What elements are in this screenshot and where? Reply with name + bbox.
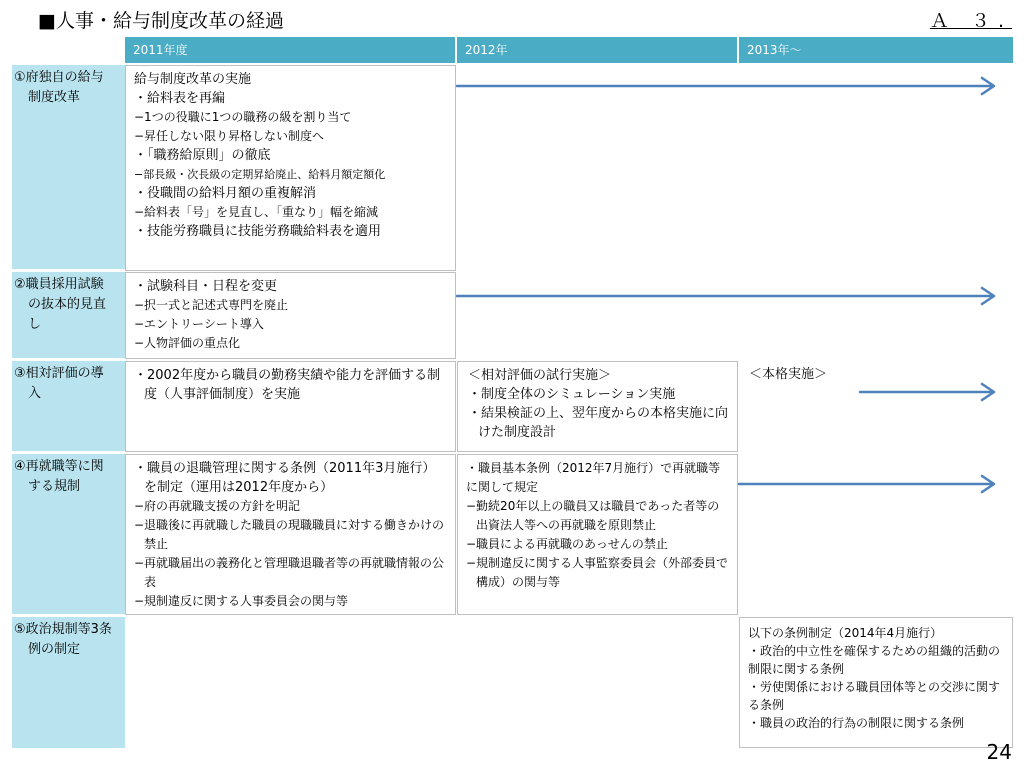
page-number: 24 <box>986 740 1012 764</box>
cell-r3-2013: ＜本格実施＞ <box>739 361 1013 452</box>
reference-label: Ａ ３. <box>929 10 1012 32</box>
right-arrow-icon <box>739 476 994 492</box>
row-header-4: ④再就職等に関する規制 <box>12 454 125 614</box>
page-title: ■人事・給与制度改革の経過 <box>38 10 284 32</box>
cell-r4-2011: ・職員の退職管理に関する条例（2011年3月施行）を制定（運用は2012年度から） −府の再就職支援の方針を明記 −退職後に再就職した職員の現職職員に対する働きかけの禁止 −再就職届出の義務化と管理職退職者等の再就職情報の公表 −規制違反に関する人事委員会の関与等 <box>125 454 456 615</box>
cell-r3-2011: ・2002年度から職員の勤務実績や能力を評価する制度（人事評価制度）を実施 <box>125 361 456 452</box>
cell-r4-2012: ・職員基本条例（2012年7月施行）で再就職等に関して規定 −勤続20年以上の職員又は職員であった者等の出資法人等への再就職を原則禁止 −職員による再就職のあっせんの禁止 −規制違反に関する人事監察委員会（外部委員で構成）の関与等 <box>457 454 738 615</box>
right-arrow-icon <box>457 288 994 304</box>
right-arrow-icon <box>860 384 994 400</box>
row-header-5: ⑤政治規制等3条例の制定 <box>12 617 125 748</box>
cell-r5-2013: 以下の条例制定（2014年4月施行） ・政治的中立性を確保するための組織的活動の制限に関する条例 ・労使関係における職員団体等との交渉に関する条例 ・職員の政治的行為の制限に関する条例 <box>739 617 1013 748</box>
col-header-2013: 2013年～ <box>739 37 1013 63</box>
row-header-3: ③相対評価の導入 <box>12 361 125 451</box>
col-header-2011: 2011年度 <box>125 37 455 63</box>
col-header-2012: 2012年 <box>457 37 737 63</box>
cell-r1-2011: 給与制度改革の実施 ・給料表を再編 −1つの役職に1つの職務の級を割り当て −昇任しない限り昇格しない制度へ ・「職務給原則」の徹底 −部長級・次長級の定期昇給廃止、給料月額定額化 ・役職間の給料月額の重複解消 −給料表「号」を見直し、「重なり」幅を縮減 ・技能労務職員に技能労務職給料表を適用 <box>125 65 456 271</box>
row-header-1: ①府独自の給与制度改革 <box>12 65 125 269</box>
row-header-2: ②職員採用試験の抜本的見直し <box>12 272 125 358</box>
cell-r3-2012: ＜相対評価の試行実施＞ ・制度全体のシミュレーション実施 ・結果検証の上、翌年度からの本格実施に向けた制度設計 <box>457 361 738 452</box>
right-arrow-icon <box>457 78 994 94</box>
cell-r2-2011: ・試験科目・日程を変更 −択一式と記述式専門を廃止 −エントリーシート導入 −人物評価の重点化 <box>125 272 456 359</box>
